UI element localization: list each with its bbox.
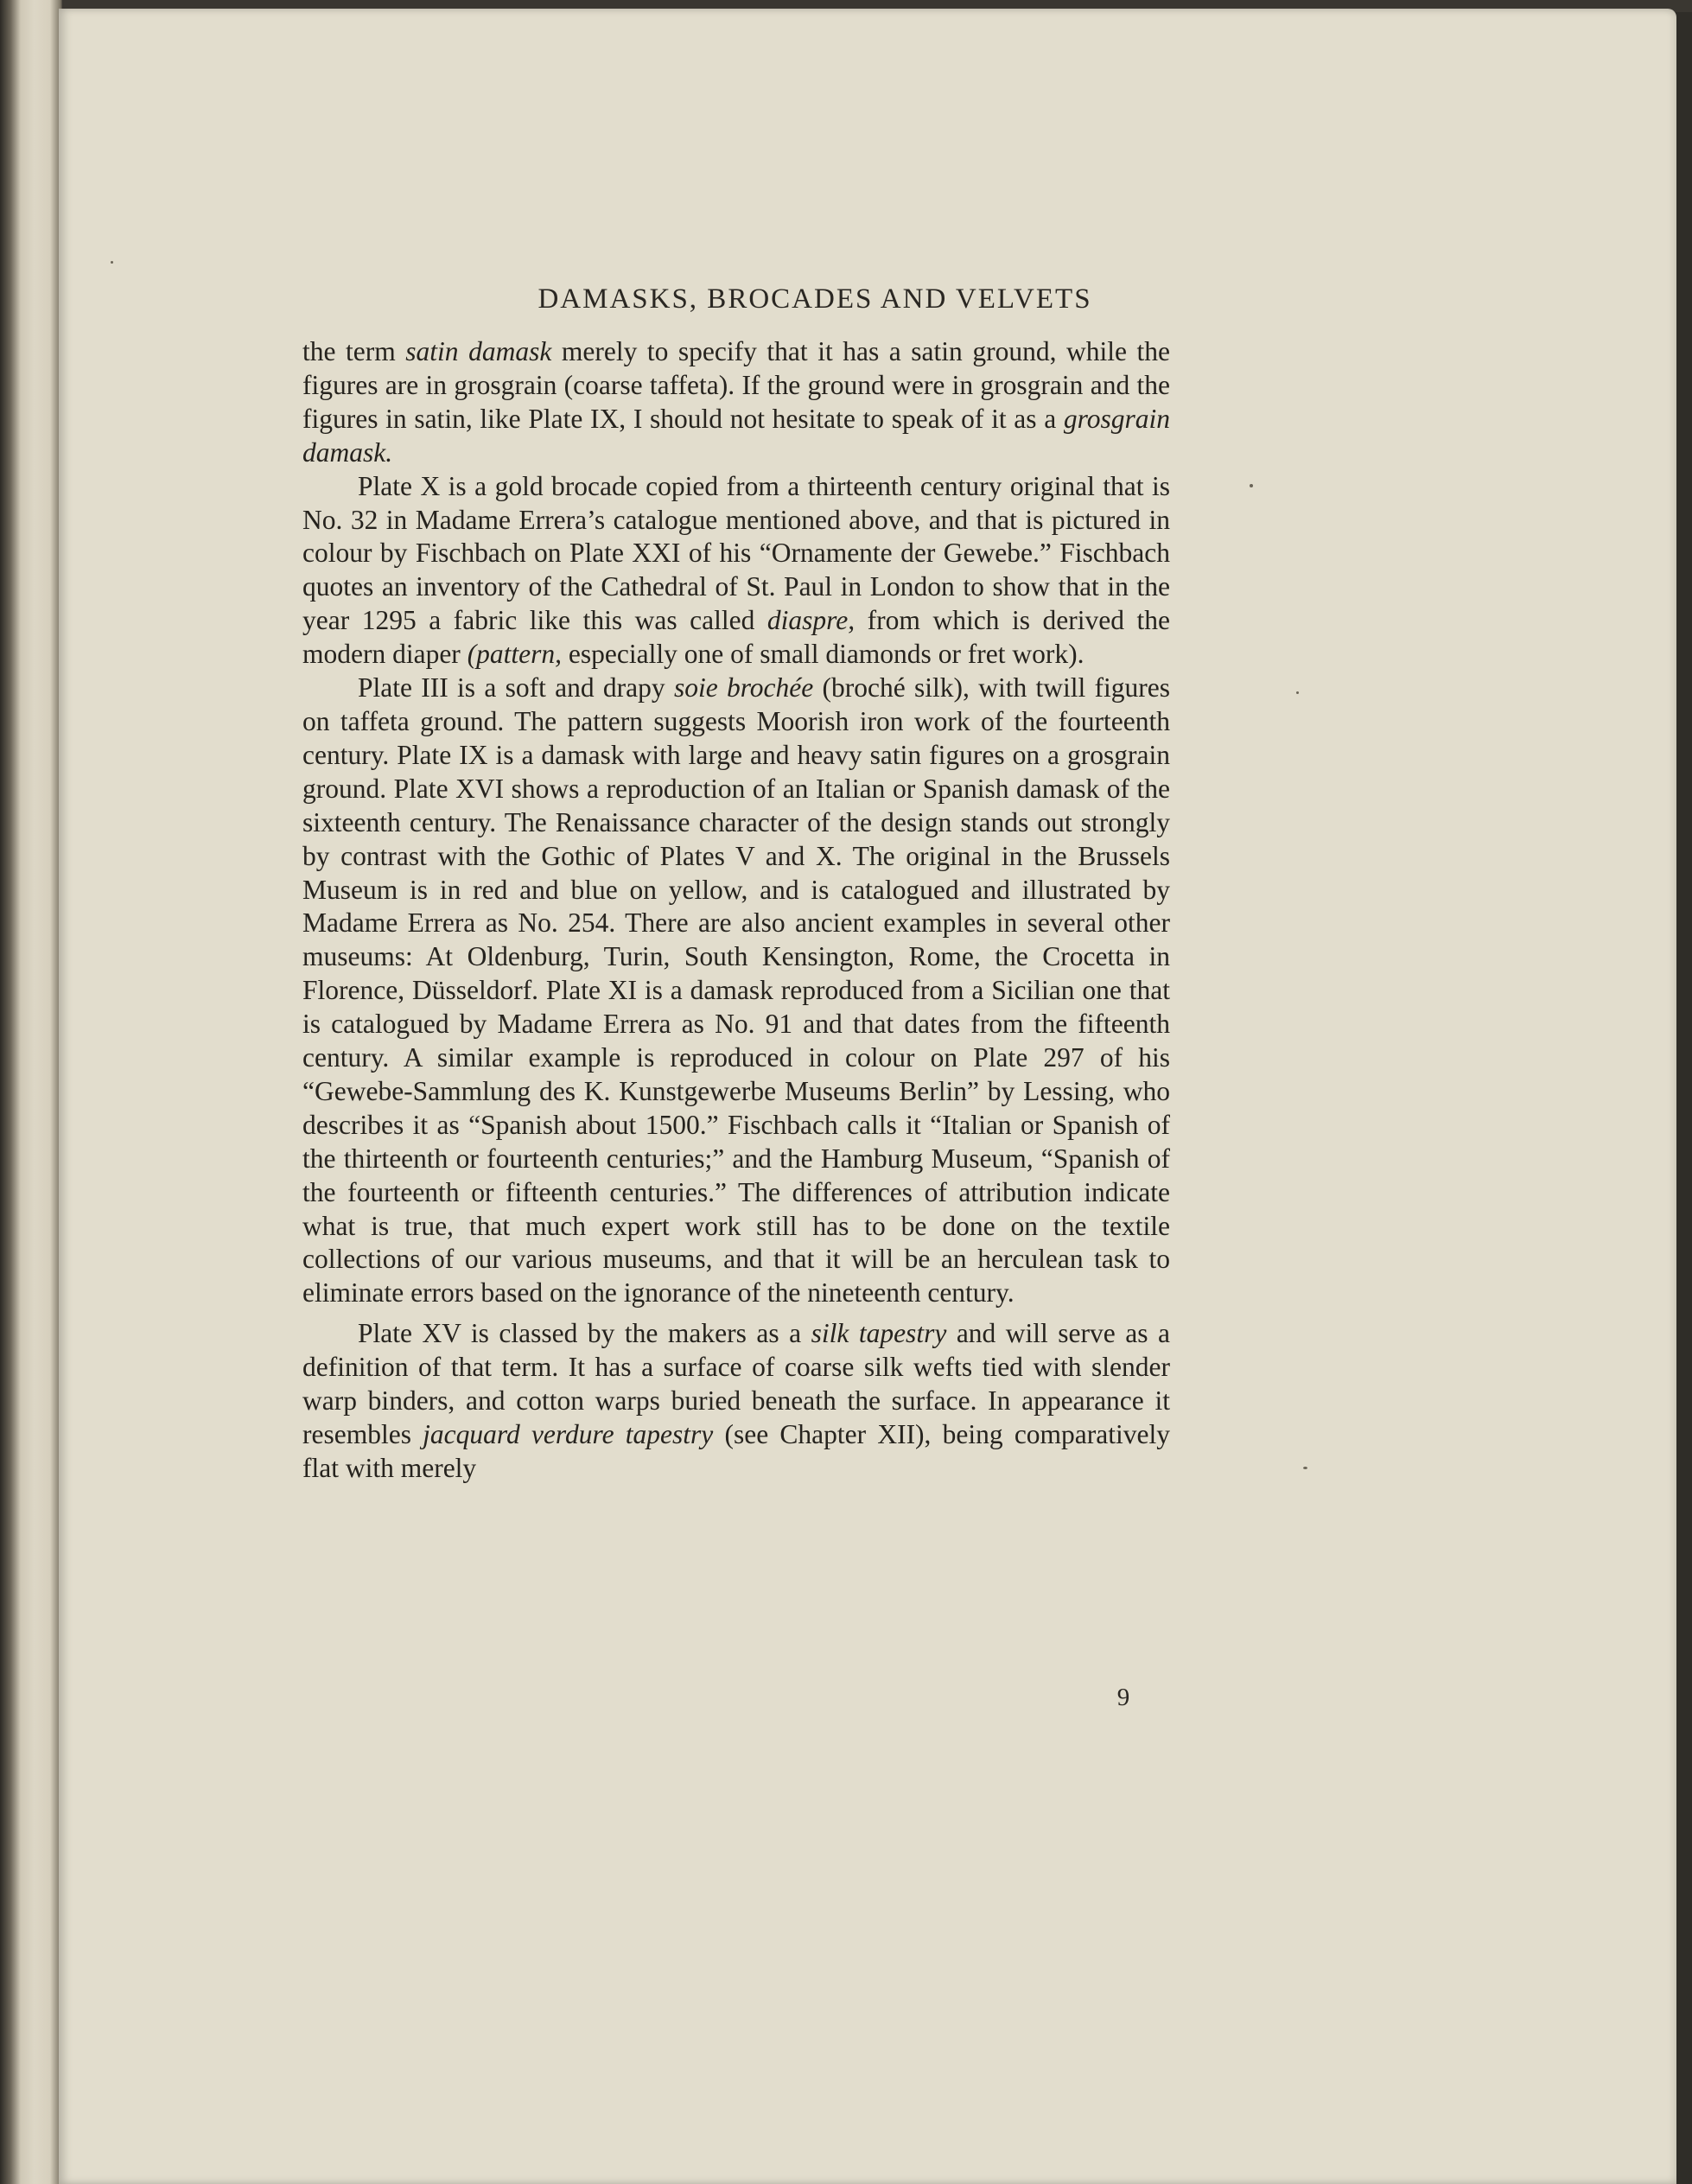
text-run: (broché silk), with twill figures on taffeta ground. The pattern suggests Moorish iron work of the fourteenth century. Plate IX is a damask with large and heavy satin figures on a grosgrain ground. Plate XVI shows a reproduction of an Italian or Spanish damask of the sixteenth century. The Renaissance character of the design stands out strongly by contrast with the Gothic of Plates V and X. The original in the Brussels Museum is in red and blue on yellow, and is catalogued and illustrated by Madame Errera as No. 254. There are also ancient examples in several other museums: At Oldenburg, Turin, South Kensington, Rome, the Crocetta in Florence, Düsseldorf. Plate XI is a damask reproduced from a Sicilian one that is catalogued by Madame Errera as No. 91 and that dates from the fifteenth century. A similar example is reproduced in colour on Plate 297 of his “Gewebe-Sammlung des K. Kunstgewerbe Museums Berlin” by Lessing, who describes it as “Spanish about 1500.” Fischbach calls it “Italian or Spanish of the thirteenth or fourteenth centuries;” and the Hamburg Museum, “Spanish of the fourteenth or fifteenth centuries.” The differences of attribution indicate what is true, that much expert work still has to be done on the textile collections of our various museums, and that it will be an herculean task to eliminate errors based on the ignorance of the nineteenth century. <box>302 672 1171 1308</box>
running-head: DAMASKS, BROCADES AND VELVETS <box>537 283 1092 315</box>
paper-speck <box>111 261 113 264</box>
paragraph <box>302 335 1170 470</box>
paragraph <box>302 470 1170 672</box>
paper-speck <box>1250 484 1253 487</box>
italic-text: jacquard verdure tapestry <box>423 1419 714 1449</box>
text-run: the term <box>302 336 406 366</box>
italic-text: grosgrain damask. <box>302 403 1170 468</box>
italic-text: diaspre, <box>766 605 856 636</box>
italic-text: satin damask <box>405 336 552 366</box>
text-run: and will serve as a definition of that term. It has a surface of coarse silk wefts tied with slender warp binders, and cotton warps buried beneath the surface. In appearance it resembles <box>302 1318 1170 1449</box>
text-run: Plate X is a gold brocade copied from a thirteenth century original that is No. 32 in Madame Errera’s catalogue mentioned above, and that is pictured in colour by Fischbach on Plate XXI of his “Ornamente der Gewebe.” Fischbach quotes an inventory of the Cathedral of St. Paul in London to show that in the year 1295 a fabric like this was called <box>302 470 1170 636</box>
paper-speck <box>1303 1467 1307 1469</box>
italic-text: (pattern, <box>467 639 563 670</box>
text-run: Plate III is a soft and drapy <box>358 672 674 704</box>
italic-text: silk tapestry <box>811 1318 947 1349</box>
text-run: Plate XV is classed by the makers as a <box>358 1318 811 1349</box>
body-text <box>302 335 1170 1486</box>
text-run: from which is derived the modern diaper <box>302 605 1170 670</box>
text-run: (see Chapter XII), being comparatively flat with merely <box>302 1419 1170 1483</box>
paragraph <box>302 1317 1170 1486</box>
text-run: especially one of small diamonds or fret work). <box>562 639 1085 670</box>
text-run: merely to specify that it has a satin ground, while the figures are in grosgrain (coarse taffeta). If the ground were in grosgrain and the figures in satin, like Plate IX, I should not hesitate to speak of it as a <box>302 336 1171 434</box>
paper-speck <box>1296 691 1299 694</box>
previous-page-edge <box>0 0 62 2184</box>
italic-text: soie brochée <box>673 672 814 704</box>
page-number: 9 <box>1116 1684 1130 1711</box>
paragraph <box>302 672 1170 1310</box>
